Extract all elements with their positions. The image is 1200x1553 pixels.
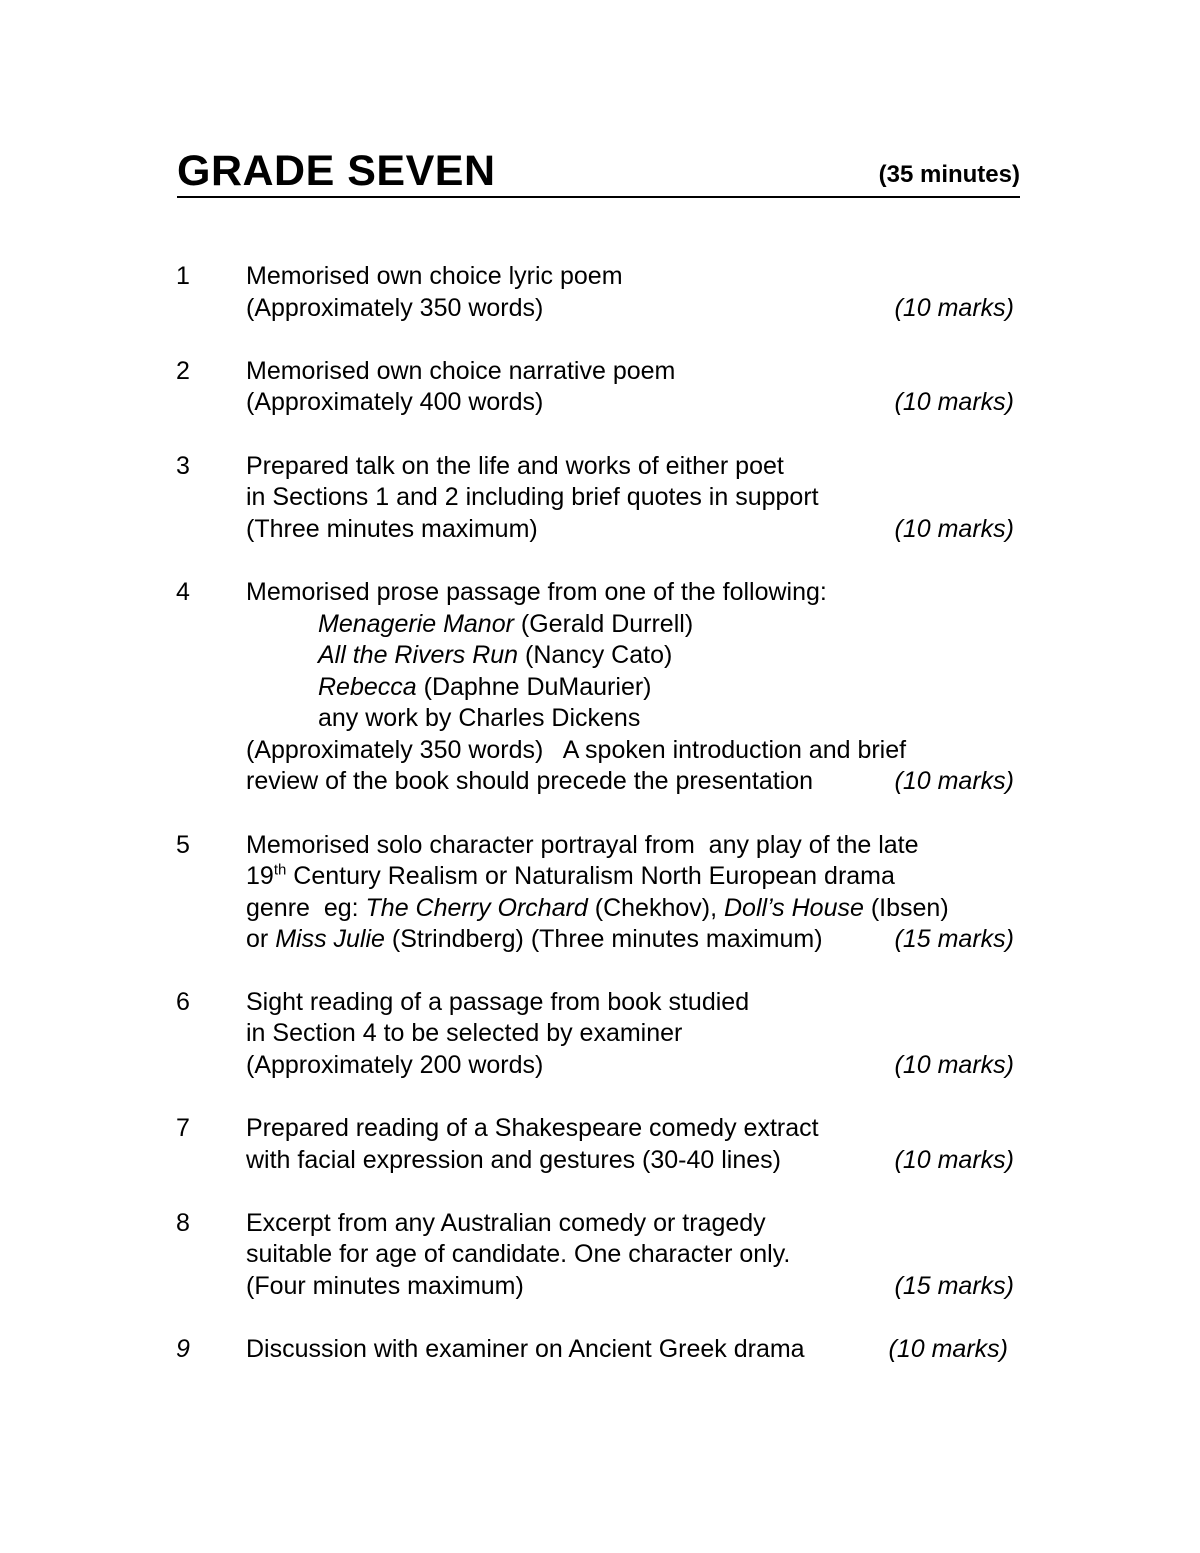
item-text-line: in Section 4 to be selected by examiner: [246, 1019, 683, 1047]
play-title: Doll’s House: [724, 894, 864, 922]
item-text-line: in Sections 1 and 2 including brief quotes in support: [246, 483, 819, 511]
item-text-line: (Approximately 350 words): [246, 294, 544, 322]
text-segment: genre eg:: [246, 894, 366, 922]
item-marks: (10 marks): [888, 1335, 1008, 1363]
book-title: All the Rivers Run: [318, 641, 519, 669]
item-text-line: (Approximately 200 words): [246, 1051, 544, 1079]
ordinal-suffix: th: [273, 861, 287, 879]
item-number: 6: [176, 988, 190, 1016]
item-text-line: Sight reading of a passage from book studied: [246, 988, 750, 1016]
item-text-line: Memorised solo character portrayal from any play of the late: [246, 831, 919, 859]
item-text-line: (Four minutes maximum): [246, 1272, 524, 1300]
exam-duration: (35 minutes): [878, 161, 1020, 188]
item-text-line: Excerpt from any Australian comedy or tragedy: [246, 1209, 766, 1237]
item-number: 1: [176, 262, 190, 290]
item-marks: (10 marks): [894, 388, 1014, 416]
century-number: 19: [246, 862, 274, 890]
item-text-line: [246, 892, 949, 924]
book-author: any work by Charles Dickens: [318, 704, 641, 732]
item-marks: (10 marks): [894, 767, 1014, 795]
item-text-line: Memorised own choice narrative poem: [246, 357, 676, 385]
item-text-line: (Approximately 400 words): [246, 388, 544, 416]
book-entry: [318, 671, 652, 703]
item-text-line: Discussion with examiner on Ancient Greek drama: [246, 1335, 805, 1363]
item-text-line: with facial expression and gestures (30-40 lines): [246, 1146, 781, 1174]
item-number: 8: [176, 1209, 190, 1237]
item-marks: (15 marks): [894, 925, 1014, 953]
item-number: 3: [176, 452, 190, 480]
book-author: (Nancy Cato): [525, 641, 673, 669]
page-header: [177, 146, 1020, 198]
item-marks: (15 marks): [894, 1272, 1014, 1300]
item-marks: (10 marks): [894, 515, 1014, 543]
book-author: (Gerald Durrell): [520, 610, 694, 638]
item-text-line: (Three minutes maximum): [246, 515, 538, 543]
item-text-line: suitable for age of candidate. One character only.: [246, 1240, 791, 1268]
play-title: The Cherry Orchard: [365, 894, 588, 922]
item-marks: (10 marks): [894, 1051, 1014, 1079]
item-number: 4: [176, 578, 190, 606]
item-text-line: [246, 860, 895, 892]
book-title: Rebecca: [318, 673, 417, 701]
item-marks: (10 marks): [894, 1146, 1014, 1174]
page-title: GRADE SEVEN: [177, 147, 496, 195]
item-text-line: Memorised prose passage from one of the following:: [246, 578, 827, 606]
text-segment: (Strindberg) (Three minutes maximum): [384, 925, 823, 953]
item-text-line: Memorised own choice lyric poem: [246, 262, 623, 290]
item-text-line: Prepared talk on the life and works of either poet: [246, 452, 784, 480]
book-entry: [318, 702, 640, 734]
item-number: 2: [176, 357, 190, 385]
item-text-line: [246, 923, 823, 955]
book-entry: [318, 608, 693, 640]
text-segment: (Chekhov),: [587, 894, 724, 922]
item-text-line: review of the book should precede the presentation: [246, 767, 814, 795]
item-number: 9: [176, 1335, 190, 1363]
book-author: (Daphne DuMaurier): [423, 673, 652, 701]
item-text-line: Prepared reading of a Shakespeare comedy extract: [246, 1114, 819, 1142]
item-number: 5: [176, 831, 190, 859]
item-number: 7: [176, 1114, 190, 1142]
item-marks: (10 marks): [894, 294, 1014, 322]
book-entry: [318, 639, 672, 671]
play-title: Miss Julie: [275, 925, 385, 953]
book-title: Menagerie Manor: [318, 610, 514, 638]
century-text: Century Realism or Naturalism North European drama: [286, 862, 895, 890]
text-segment: (Ibsen): [863, 894, 949, 922]
text-segment: or: [246, 925, 276, 953]
item-text-line: (Approximately 350 words) A spoken introduction and brief: [246, 736, 907, 764]
